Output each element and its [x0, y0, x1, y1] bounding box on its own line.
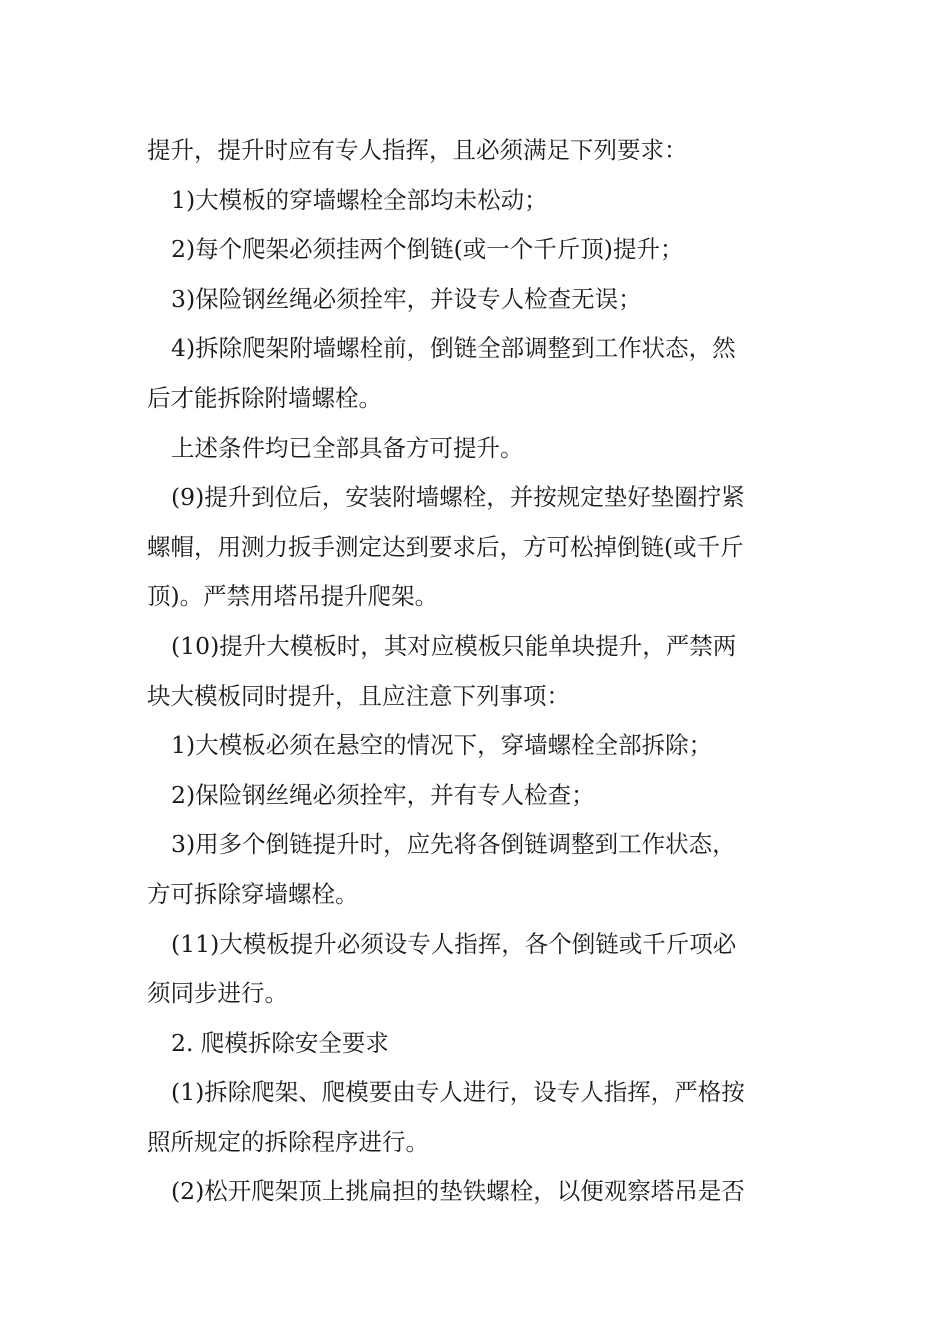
list-item — [147, 324, 807, 423]
text-line: 方可拆除穿墙螺栓。 — [147, 879, 359, 908]
text-line: 照所规定的拆除程序进行。 — [147, 1127, 429, 1156]
text-line: 上述条件均已全部具备方可提升。 — [171, 433, 524, 462]
list-item — [147, 721, 807, 771]
list-item — [147, 771, 807, 821]
paragraph — [147, 424, 807, 474]
text-line: 提升，提升时应有专人指挥，且必须满足下列要求： — [147, 136, 688, 164]
list-item — [147, 176, 807, 226]
text-line: 1)大模板必须在悬空的情况下，穿墙螺栓全部拆除； — [171, 731, 713, 760]
numbered-paragraph — [147, 473, 807, 622]
text-line: 4)拆除爬架附墙螺栓前，倒链全部调整到工作状态，然 — [171, 334, 736, 363]
text-line: 2. 爬模拆除安全要求 — [171, 1028, 389, 1057]
text-line: 2)每个爬架必须挂两个倒链(或一个千斤顶)提升； — [171, 235, 684, 264]
text-line: (2)松开爬架顶上挑扁担的垫铁螺栓，以便观察塔吊是否 — [171, 1177, 745, 1206]
document-body — [147, 126, 807, 1217]
text-line: 螺帽，用测力扳手测定达到要求后，方可松掉倒链(或千斤 — [147, 532, 744, 561]
text-line: 3)保险钢丝绳必须拴牢，并设专人检查无误； — [171, 284, 642, 313]
text-line: 须同步进行。 — [147, 979, 288, 1008]
numbered-paragraph — [147, 622, 807, 721]
text-line: (11)大模板提升必须设专人指挥，各个倒链或千斤项必 — [171, 929, 737, 958]
text-line: 2)保险钢丝绳必须拴牢，并有专人检查； — [171, 780, 595, 809]
section-heading — [147, 1019, 807, 1069]
text-line: (1)拆除爬架、爬模要由专人进行，设专人指挥，严格按 — [171, 1078, 745, 1107]
text-line: 1)大模板的穿墙螺栓全部均未松动； — [171, 185, 548, 214]
text-line: (10)提升大模板时，其对应模板只能单块提升，严禁两 — [171, 631, 737, 660]
list-item — [147, 820, 807, 919]
list-item — [147, 225, 807, 275]
text-line: 后才能拆除附墙螺栓。 — [147, 383, 382, 412]
numbered-paragraph — [147, 1068, 807, 1167]
text-line: (9)提升到位后，安装附墙螺栓，并按规定垫好垫圈拧紧 — [171, 483, 745, 512]
text-line: 3)用多个倒链提升时，应先将各倒链调整到工作状态， — [171, 830, 736, 859]
list-item — [147, 275, 807, 325]
numbered-paragraph — [147, 920, 807, 1019]
text-line: 顶)。严禁用塔吊提升爬架。 — [147, 582, 439, 611]
text-line: 块大模板同时提升，且应注意下列事项： — [147, 681, 570, 710]
numbered-paragraph — [147, 1167, 807, 1217]
paragraph — [147, 126, 807, 176]
